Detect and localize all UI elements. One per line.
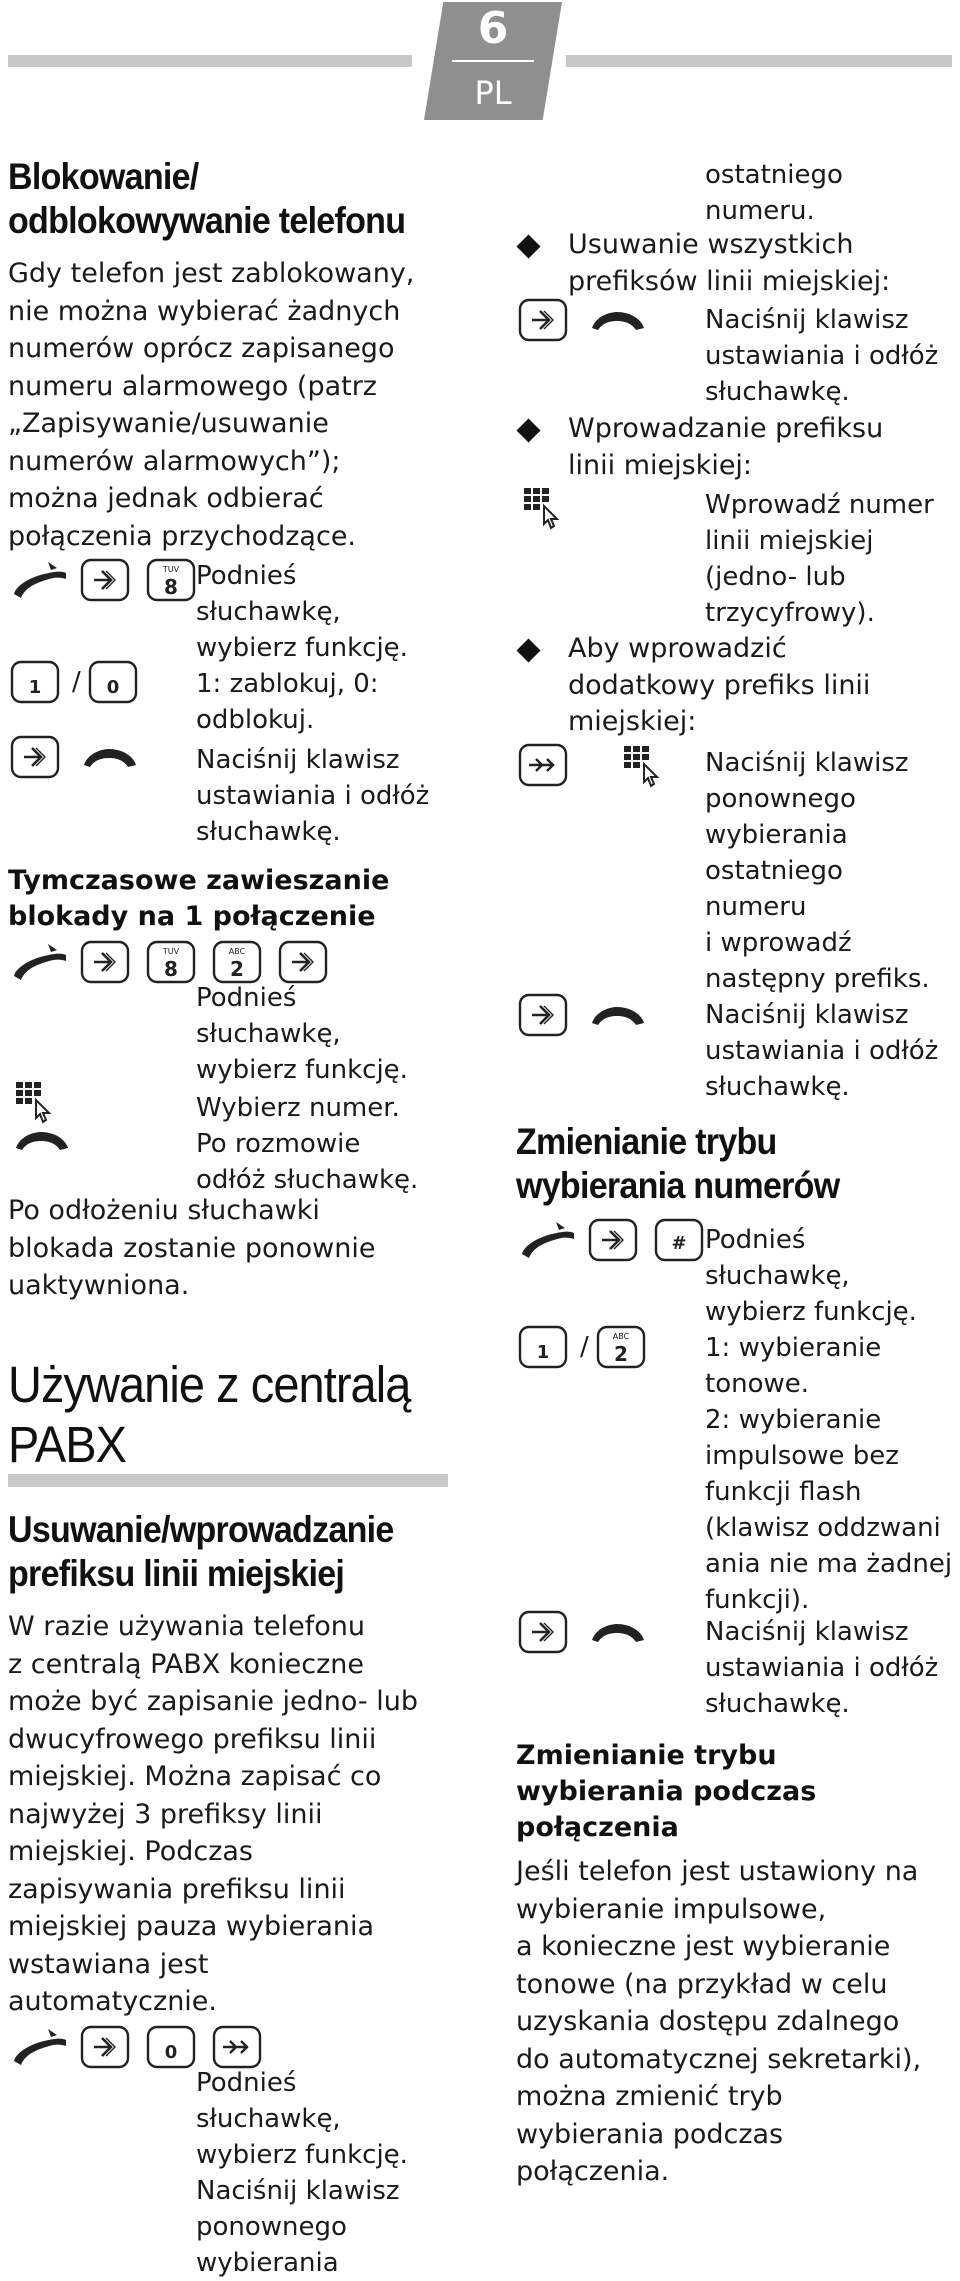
step-line: ustawiania i odłóż <box>705 341 939 371</box>
body-line: miejskiej. Podczas <box>8 1836 254 1867</box>
svg-text:8: 8 <box>164 575 178 599</box>
handset-down-icon <box>586 300 648 344</box>
step-line: wybierania <box>196 2248 339 2278</box>
settings-key-icon <box>278 940 328 984</box>
svg-text:ABC: ABC <box>228 947 246 956</box>
redial-key-icon <box>212 2025 262 2069</box>
key-2-icon <box>212 940 262 984</box>
body-line: automatycznie. <box>8 1986 217 2017</box>
body-line: nie można wybierać żadnych <box>8 295 401 327</box>
title-line: prefiksu linii miejskiej <box>8 1553 345 1594</box>
svg-text:0: 0 <box>106 677 120 698</box>
step-line: ania nie ma żadnej <box>705 1549 953 1579</box>
handset-down-icon <box>10 1120 72 1164</box>
body-line: wybieranie impulsowe, <box>516 1893 827 1925</box>
step-line: ustawiania i odłóż <box>705 1036 939 1066</box>
title-line: Tymczasowe zawieszanie <box>8 865 390 896</box>
step-line: linii miejskiej <box>705 526 874 556</box>
title-line: blokady na 1 połączenie <box>8 901 376 932</box>
body-line: do automatycznej sekretarki), <box>516 2043 922 2075</box>
title-line: odblokowywanie telefonu <box>8 200 406 241</box>
bullet-line: Aby wprowadzić <box>568 633 787 664</box>
body-line: numerów oprócz zapisanego <box>8 333 395 364</box>
body-line: uaktywniona. <box>8 1270 190 1301</box>
key-separator: / <box>72 667 81 697</box>
step-line: ustawiania i odłóż <box>705 1653 939 1683</box>
body-line: może być zapisanie jedno- lub <box>8 1686 418 1717</box>
step-text <box>705 1614 938 1722</box>
section-after-temp <box>8 1192 375 1305</box>
svg-text:1: 1 <box>536 1342 550 1363</box>
chapter-title-pabx <box>8 1355 410 1475</box>
title-line: PABX <box>8 1416 127 1473</box>
body-line: tonowe (na przykład w celu <box>516 1968 888 2000</box>
step-line: słuchawkę, <box>196 1019 341 1049</box>
step-line: Naciśnij klawisz <box>705 1617 909 1647</box>
step-text-continued <box>705 157 843 229</box>
key-1-icon <box>10 660 60 704</box>
step-line: słuchawkę, <box>196 597 341 627</box>
bullet-line: linii miejskiej: <box>568 449 753 481</box>
body-line: blokada zostanie ponownie <box>8 1232 376 1264</box>
section-title-block <box>8 155 405 243</box>
key-0-icon <box>146 2025 196 2069</box>
step-line: słuchawkę. <box>705 1689 850 1719</box>
body-line: Gdy telefon jest zablokowany, <box>8 258 415 289</box>
step-line: numeru. <box>705 196 815 226</box>
step-line: Wybierz numer. <box>196 1093 400 1123</box>
keypad-icon <box>620 742 666 790</box>
step-line: odłóż słuchawkę. <box>196 1165 419 1195</box>
title-line: Blokowanie/ <box>8 156 199 197</box>
page-language: PL <box>474 74 512 112</box>
step-line: wybierania <box>705 820 848 850</box>
bullet-diamond <box>516 234 540 258</box>
svg-text:#: # <box>671 1233 687 1254</box>
step-line: następny prefiks. <box>705 964 930 994</box>
title-line: wybierania podczas <box>516 1776 817 1807</box>
bullet-line: miejskiej: <box>568 706 697 737</box>
key-hash-icon <box>654 1218 704 1262</box>
svg-text:ABC: ABC <box>612 1332 630 1341</box>
step-line: ostatniego <box>705 856 843 886</box>
step-line: wybierz funkcję. <box>196 2140 408 2170</box>
bullet-line: Usuwanie wszystkich <box>568 229 854 260</box>
svg-text:2: 2 <box>230 957 244 981</box>
body-line: miejskiej pauza wybierania <box>8 1911 375 1942</box>
step-line: słuchawkę, <box>705 1261 850 1291</box>
settings-key-icon <box>518 298 568 342</box>
step-text <box>705 487 934 631</box>
section-title-temp <box>8 863 389 935</box>
body-line: wstawiana jest <box>8 1948 209 1980</box>
bullet-line: dodatkowy prefiks linii <box>568 669 871 701</box>
step-text <box>705 745 930 997</box>
svg-text:TUV: TUV <box>162 565 180 574</box>
step-text <box>705 302 938 410</box>
handset-down-icon <box>586 995 648 1039</box>
key-separator: / <box>580 1332 589 1362</box>
step-text <box>196 742 429 850</box>
title-line: Używanie z centralą <box>8 1356 411 1413</box>
settings-key-icon <box>10 735 60 779</box>
settings-key-icon <box>80 558 130 602</box>
body-line: wybierania podczas <box>516 2118 784 2150</box>
body-line: Jeśli telefon jest ustawiony na <box>516 1856 919 1887</box>
body-line: Po odłożeniu słuchawki <box>8 1195 320 1226</box>
body-line: można zmienić tryb <box>516 2081 783 2112</box>
step-line: Naciśnij klawisz <box>705 305 909 335</box>
header-rule-right <box>566 55 952 67</box>
settings-key-icon <box>588 1218 638 1262</box>
body-line: dwucyfrowego prefiksu linii <box>8 1723 377 1755</box>
step-text <box>196 2065 408 2281</box>
step-line: Podnieś <box>196 561 297 591</box>
step-text <box>705 1222 917 1330</box>
step-line: ponownego <box>705 784 856 814</box>
step-line: funkcji). <box>705 1585 810 1615</box>
step-line: Naciśnij klawisz <box>705 1000 909 1030</box>
step-line: 2: wybieranie <box>705 1405 882 1435</box>
step-line: numeru <box>705 892 807 922</box>
body-line: połączenia przychodzące. <box>8 520 357 552</box>
step-line: wybierz funkcję. <box>705 1297 917 1327</box>
keypad-icon <box>520 484 566 532</box>
bullet-diamond <box>516 418 540 442</box>
header-rule-left <box>8 55 412 67</box>
step-line: Naciśnij klawisz <box>705 748 909 778</box>
bullet-text <box>568 411 883 484</box>
step-line: wybierz funkcję. <box>196 1055 408 1085</box>
step-line: Podnieś <box>196 983 297 1013</box>
bullet-line: Wprowadzanie prefiksu <box>568 413 884 444</box>
body-line: najwyżej 3 prefiksy linii <box>8 1798 323 1830</box>
step-line: impulsowe bez <box>705 1441 899 1471</box>
body-line: „Zapisywanie/usuwanie <box>8 408 329 439</box>
step-line: (klawisz oddzwani <box>705 1513 941 1543</box>
step-line: słuchawkę. <box>705 1072 850 1102</box>
chapter-rule <box>8 1474 448 1487</box>
step-line: słuchawkę, <box>196 2104 341 2134</box>
body-line: miejskiej. Można zapisać co <box>8 1761 382 1792</box>
bullet-text <box>568 631 870 741</box>
svg-text:8: 8 <box>164 957 178 981</box>
step-text <box>196 666 379 738</box>
step-line: Naciśnij klawisz <box>196 2176 400 2206</box>
handset-down-icon <box>586 1612 648 1656</box>
title-line: wybierania numerów <box>516 1165 840 1206</box>
step-text <box>705 1330 952 1618</box>
body-line: połączenia. <box>516 2156 670 2187</box>
section-body-block <box>8 255 414 555</box>
section-body-prefix <box>8 1608 418 2021</box>
step-line: ponownego <box>196 2212 347 2242</box>
step-line: ostatniego <box>705 160 843 190</box>
step-text <box>196 980 408 1088</box>
handset-lift-icon <box>10 2025 72 2069</box>
settings-key-icon <box>518 1610 568 1654</box>
handset-lift-icon <box>518 1218 580 1262</box>
body-line: uzyskania dostępu zdalnego <box>516 2006 900 2037</box>
section-title-mode <box>516 1120 839 1208</box>
step-line: 1: wybieranie <box>705 1333 882 1363</box>
body-line: numeru alarmowego (patrz <box>8 370 377 402</box>
body-line: można jednak odbierać <box>8 483 324 514</box>
step-line: Podnieś <box>705 1225 806 1255</box>
settings-key-icon <box>518 993 568 1037</box>
step-line: ustawiania i odłóż <box>196 781 430 811</box>
svg-text:2: 2 <box>614 1342 628 1366</box>
step-line: słuchawkę. <box>196 817 341 847</box>
settings-key-icon <box>80 2025 130 2069</box>
step-line: i wprowadź <box>705 928 852 958</box>
step-line: 1: zablokuj, 0: <box>196 669 379 699</box>
page-number: 6 <box>477 3 509 54</box>
title-line: Usuwanie/wprowadzanie <box>8 1509 394 1550</box>
svg-text:TUV: TUV <box>162 947 180 956</box>
key-2-icon <box>596 1325 646 1369</box>
title-line: połączenia <box>516 1812 679 1843</box>
step-line: Wprowadź numer <box>705 490 934 520</box>
section-title-prefix <box>8 1508 394 1596</box>
step-line: (jedno- lub <box>705 562 846 592</box>
step-line: Po rozmowie <box>196 1129 361 1159</box>
step-line: odblokuj. <box>196 705 315 735</box>
key-8-icon <box>146 940 196 984</box>
page-tab-divider <box>452 60 534 62</box>
step-text <box>196 558 408 666</box>
key-1-icon <box>518 1325 568 1369</box>
body-line: a konieczne jest wybieranie <box>516 1931 891 1962</box>
step-line: słuchawkę. <box>705 377 850 407</box>
body-line: zapisywania prefiksu linii <box>8 1873 346 1905</box>
bullet-diamond <box>516 638 540 662</box>
step-line: Naciśnij klawisz <box>196 745 400 775</box>
handset-lift-icon <box>10 558 72 602</box>
handset-lift-icon <box>10 940 72 984</box>
step-line: wybierz funkcję. <box>196 633 408 663</box>
settings-key-icon <box>80 940 130 984</box>
bullet-line: prefiksów linii miejskiej: <box>568 265 891 297</box>
body-line: W razie używania telefonu <box>8 1611 365 1642</box>
key-0-icon <box>88 660 138 704</box>
section-body-call <box>516 1853 921 2191</box>
step-line: Podnieś <box>196 2068 297 2098</box>
step-line: tonowe. <box>705 1369 810 1399</box>
keypad-icon <box>12 1078 58 1126</box>
handset-down-icon <box>78 737 140 781</box>
svg-text:0: 0 <box>164 2042 178 2063</box>
step-text <box>196 1090 400 1126</box>
redial-key-icon <box>518 743 568 787</box>
step-text <box>705 997 938 1105</box>
svg-text:1: 1 <box>28 677 42 698</box>
section-title-call <box>516 1738 816 1846</box>
step-line: trzycyfrowy). <box>705 598 875 628</box>
key-8-icon <box>146 558 196 602</box>
step-text <box>196 1126 418 1198</box>
title-line: Zmienianie trybu <box>516 1740 777 1771</box>
bullet-text <box>568 227 890 300</box>
title-line: Zmienianie trybu <box>516 1121 777 1162</box>
step-line: funkcji flash <box>705 1477 862 1507</box>
body-line: z centralą PABX konieczne <box>8 1648 364 1680</box>
body-line: numerów alarmowych”); <box>8 445 341 477</box>
